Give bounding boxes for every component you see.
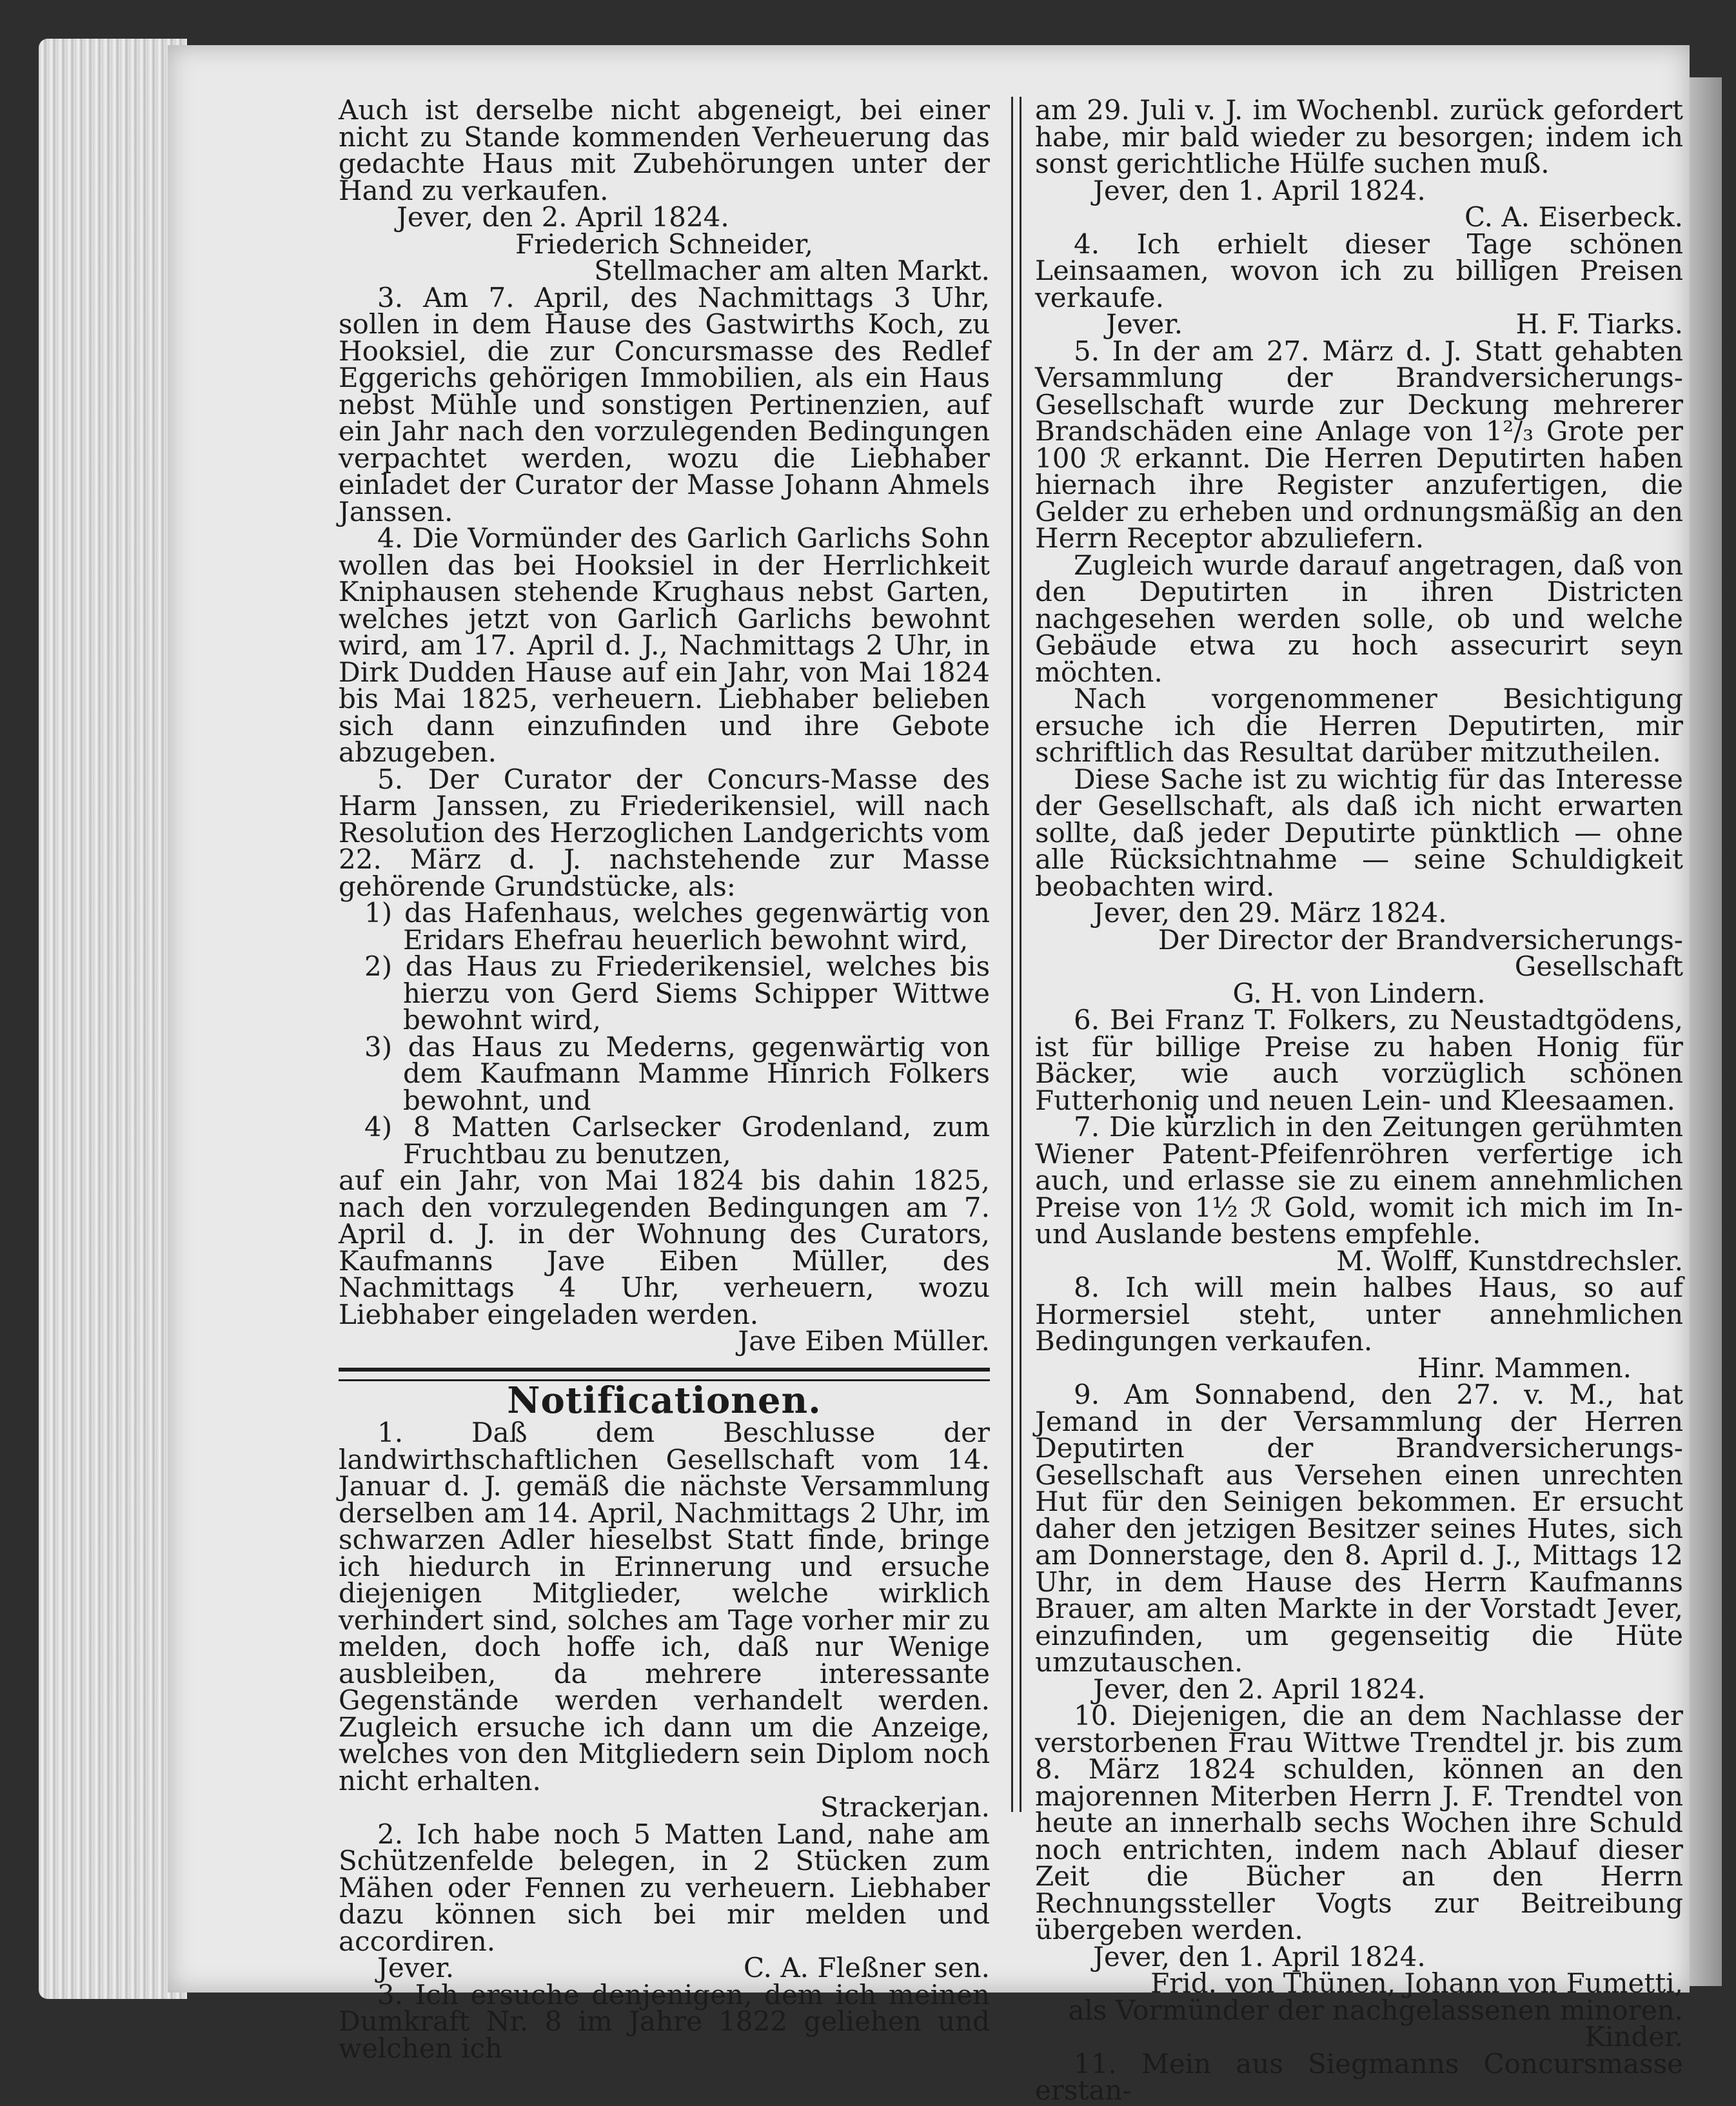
signature: Hinr. Mammen. (1417, 1352, 1632, 1384)
signature: Jave Eiben Müller. (738, 1325, 990, 1357)
paragraph: 9. Am Sonnabend, den 27. v. M., hat Jemand in der Versammlung der Herren Deputirten der Brandversicherungs-Gesellschaft aus Versehen einen unrechten Hut für den Seinigen bekommen. Er ersucht daher den jetzigen Besitzer seines Hutes, sich am Donnerstage, den 8. April d. J., Mittags 12 Uhr, in dem Hause des Herrn Kaufmanns Brauer, am alten Markte in der Vorstadt Jever, einzufinden, um gegenseitig die Hüte umzutauschen. (1035, 1379, 1683, 1678)
paragraph: Zugleich wurde darauf angetragen, daß von den Deputirten in ihren Districten nachgesehen werden solle, ob und welche Gebäude etwa zu hoch assecurirt seyn möchten. (1035, 549, 1683, 688)
signature-row (1035, 308, 1683, 340)
place-date: Jever, den 1. April 1824. (1093, 1940, 1426, 1973)
list-item: 2) das Haus zu Friederikensiel, welches bis hierzu von Gerd Siems Schipper Wittwe bewohnt wird, (364, 950, 990, 1036)
left-column (339, 94, 990, 2064)
place-date: Jever, den 2. April 1824. (1093, 1673, 1426, 1705)
paragraph: 5. Der Curator der Concurs-Masse des Harm Janssen, zu Friederikensiel, will nach Resolution des Herzoglichen Landgerichts vom 22. März d. J. nachstehende zur Masse gehörende Grundstücke, als: (339, 763, 990, 902)
signature-title: Stellmacher am alten Markt. (594, 255, 990, 286)
paragraph: am 29. Juli v. J. im Wochenbl. zurück gefordert habe, mir bald wieder zu besorgen; indem ich sonst gerichtliche Hülfe suchen muß. (1035, 94, 1683, 179)
place-date: Jever, den 29. März 1824. (1093, 897, 1447, 929)
paragraph: 11. Mein aus Siegmanns Concursmasse erstan- (1035, 2047, 1683, 2106)
signature: Frid. von Thünen, Johann von Fumetti, (1150, 1967, 1683, 1999)
signature: M. Wolff, Kunstdrechsler. (1336, 1245, 1683, 1277)
paragraph: 1. Daß dem Beschlusse der landwirthschaftlichen Gesellschaft vom 14. Januar d. J. gemäß die nächste Versammlung derselben am 14. April, Nachmittags 2 Uhr, im schwarzen Adler hieselbst Statt finde, bringe ich hiedurch in Erinnerung und ersuche diejenigen Mitglieder, welche wirklich verhindert sind, solches am Tage vorher mir zu melden, doch hoffe ich, daß nur Wenige ausbleiben, da mehrere interessante Gegenstände werden verhandelt werden. Zugleich ersuche ich dann um die Anzeige, welches von den Mitgliedern sein Diplom noch nicht erhalten. (339, 1417, 990, 1796)
paragraph: Diese Sache ist zu wichtig für das Interesse der Gesellschaft, als daß ich nicht erwarten sollte, daß jeder Deputirte pünktlich — ohne alle Rücksichtnahme — seine Schuldigkeit beobachten wird. (1035, 763, 1683, 902)
paragraph: 2. Ich habe noch 5 Matten Land, nahe am Schützenfelde belegen, in 2 Stücken zum Mähen oder Fennen zu verheuern. Liebhaber dazu können sich bei mir melden und accordiren. (339, 1818, 990, 1957)
signature-row (339, 1954, 990, 1982)
signature: C. A. Eiserbeck. (1464, 201, 1683, 233)
page-right-edge (1690, 77, 1722, 1986)
list-item: 1) das Hafenhaus, welches gegenwärtig von Eridars Ehefrau heuerlich bewohnt wird, (364, 897, 990, 956)
place: Jever. (377, 1952, 455, 1983)
signature-title: Der Director der Brandversicherungs-Gesellschaft (1158, 923, 1683, 982)
place: Jever. (1106, 308, 1183, 340)
paragraph: auf ein Jahr, von Mai 1824 bis dahin 1825, nach den vorzulegenden Bedingungen am 7. April d. J. in der Wohnung des Curators, Kaufmanns Jave Eiben Müller, des Nachmittags 4 Uhr, verheuern, wozu Liebhaber eingeladen werden. (339, 1165, 990, 1330)
book-page-edges (39, 39, 187, 1999)
paragraph: 3. Ich ersuche denjenigen, dem ich meinen Dumkraft Nr. 8 im Jahre 1822 geliehen und welchen ich (339, 1978, 990, 2064)
paragraph: 7. Die kürzlich in den Zeitungen gerühmten Wiener Patent-Pfeifenröhren verfertige ich auch, und erlasse sie zu einem annehmlichen Preise von 1½ ℛ Gold, womit ich mich im In- und Auslande bestens empfehle. (1035, 1111, 1683, 1250)
place-date: Jever, den 2. April 1824. (397, 201, 729, 233)
paragraph: 6. Bei Franz T. Folkers, zu Neustadtgödens, ist für billige Preise zu haben Honig für Bäcker, wie auch vorzüglich schönen Futterhonig und neuen Lein- und Kleesaamen. (1035, 1004, 1683, 1116)
paragraph: Auch ist derselbe nicht abgeneigt, bei einer nicht zu Stande kommenden Verheuerung das gedachte Haus mit Zubehörungen unter der Hand zu verkaufen. (339, 94, 990, 206)
signature: als Vormünder der nachgelassenen minoren. Kinder. (1068, 1994, 1683, 2052)
signature: H. F. Tiarks. (1515, 308, 1683, 340)
signature-name: Friederich Schneider, (515, 228, 813, 260)
paragraph: 10. Diejenigen, die an dem Nachlasse der verstorbenen Frau Wittwe Trendtel jr. bis zum 8. März 1824 schulden, können an den majorennen Miterben Herrn J. F. Trendtel von heute an innerhalb sechs Wochen ihre Schuld noch entrichten, indem nach Ablauf dieser Zeit die Bücher an den Herrn Rechnungssteller Vogts zur Beitreibung übergeben werden. (1035, 1700, 1683, 1945)
right-column (1035, 94, 1683, 2106)
paragraph: 4. Ich erhielt dieser Tage schönen Leinsaamen, wovon ich zu billigen Preisen verkaufe. (1035, 228, 1683, 313)
paragraph: Nach vorgenommener Besichtigung ersuche ich die Herren Deputirten, mir schriftlich das Resultat darüber mitzutheilen. (1035, 683, 1683, 768)
signature: Strackerjan. (820, 1791, 990, 1823)
list-item: 3) das Haus zu Mederns, gegenwärtig von dem Kaufmann Mamme Hinrich Folkers bewohnt, und (364, 1030, 990, 1116)
paragraph: 3. Am 7. April, des Nachmittags 3 Uhr, sollen in dem Hause des Gastwirths Koch, zu Hooksiel, die zur Concursmasse des Redlef Eggerichs gehörigen Immobilien, als ein Haus nebst Mühle und sonstigen Pertinenzien, auf ein Jahr nach den vorzulegenden Bedingungen verpachtet werden, wozu die Liebhaber einladet der Curator der Masse Johann Ahmels Janssen. (339, 281, 990, 527)
section-title: Notificationen. (507, 1379, 822, 1422)
signature-name: G. H. von Lindern. (1232, 977, 1486, 1009)
column-divider (1011, 97, 1021, 1812)
place-date: Jever, den 1. April 1824. (1093, 174, 1426, 206)
signature: C. A. Fleßner sen. (744, 1952, 990, 1983)
paragraph: 4. Die Vormünder des Garlich Garlichs Sohn wollen das bei Hooksiel in der Herrlichkeit Kniphausen stehende Krughaus nebst Garten, welches jetzt von Garlich Garlichs bewohnt wird, am 17. April d. J., Nachmittags 2 Uhr, in Dirk Dudden Hause auf ein Jahr, von Mai 1824 bis Mai 1825, verheuern. Liebhaber belieben sich dann einzufinden und ihre Gebote abzugeben. (339, 522, 990, 768)
paragraph: 5. In der am 27. März d. J. Statt gehabten Versammlung der Brandversicherungs-Gesellschaft wurde zur Deckung mehrerer Brandschäden eine Anlage von 1²/₃ Grote per 100 ℛ erkannt. Die Herren Deputirten haben hiernach ihre Register anzufertigen, die Gelder zu erheben und ordnungsmäßig an den Herrn Receptor abzuliefern. (1035, 335, 1683, 554)
paragraph: 8. Ich will mein halbes Haus, so auf Hormersiel steht, unter annehmlichen Bedingungen verkaufen. (1035, 1272, 1683, 1357)
list-item: 4) 8 Matten Carlsecker Grodenland, zum Fruchtbau zu benutzen, (364, 1111, 990, 1170)
